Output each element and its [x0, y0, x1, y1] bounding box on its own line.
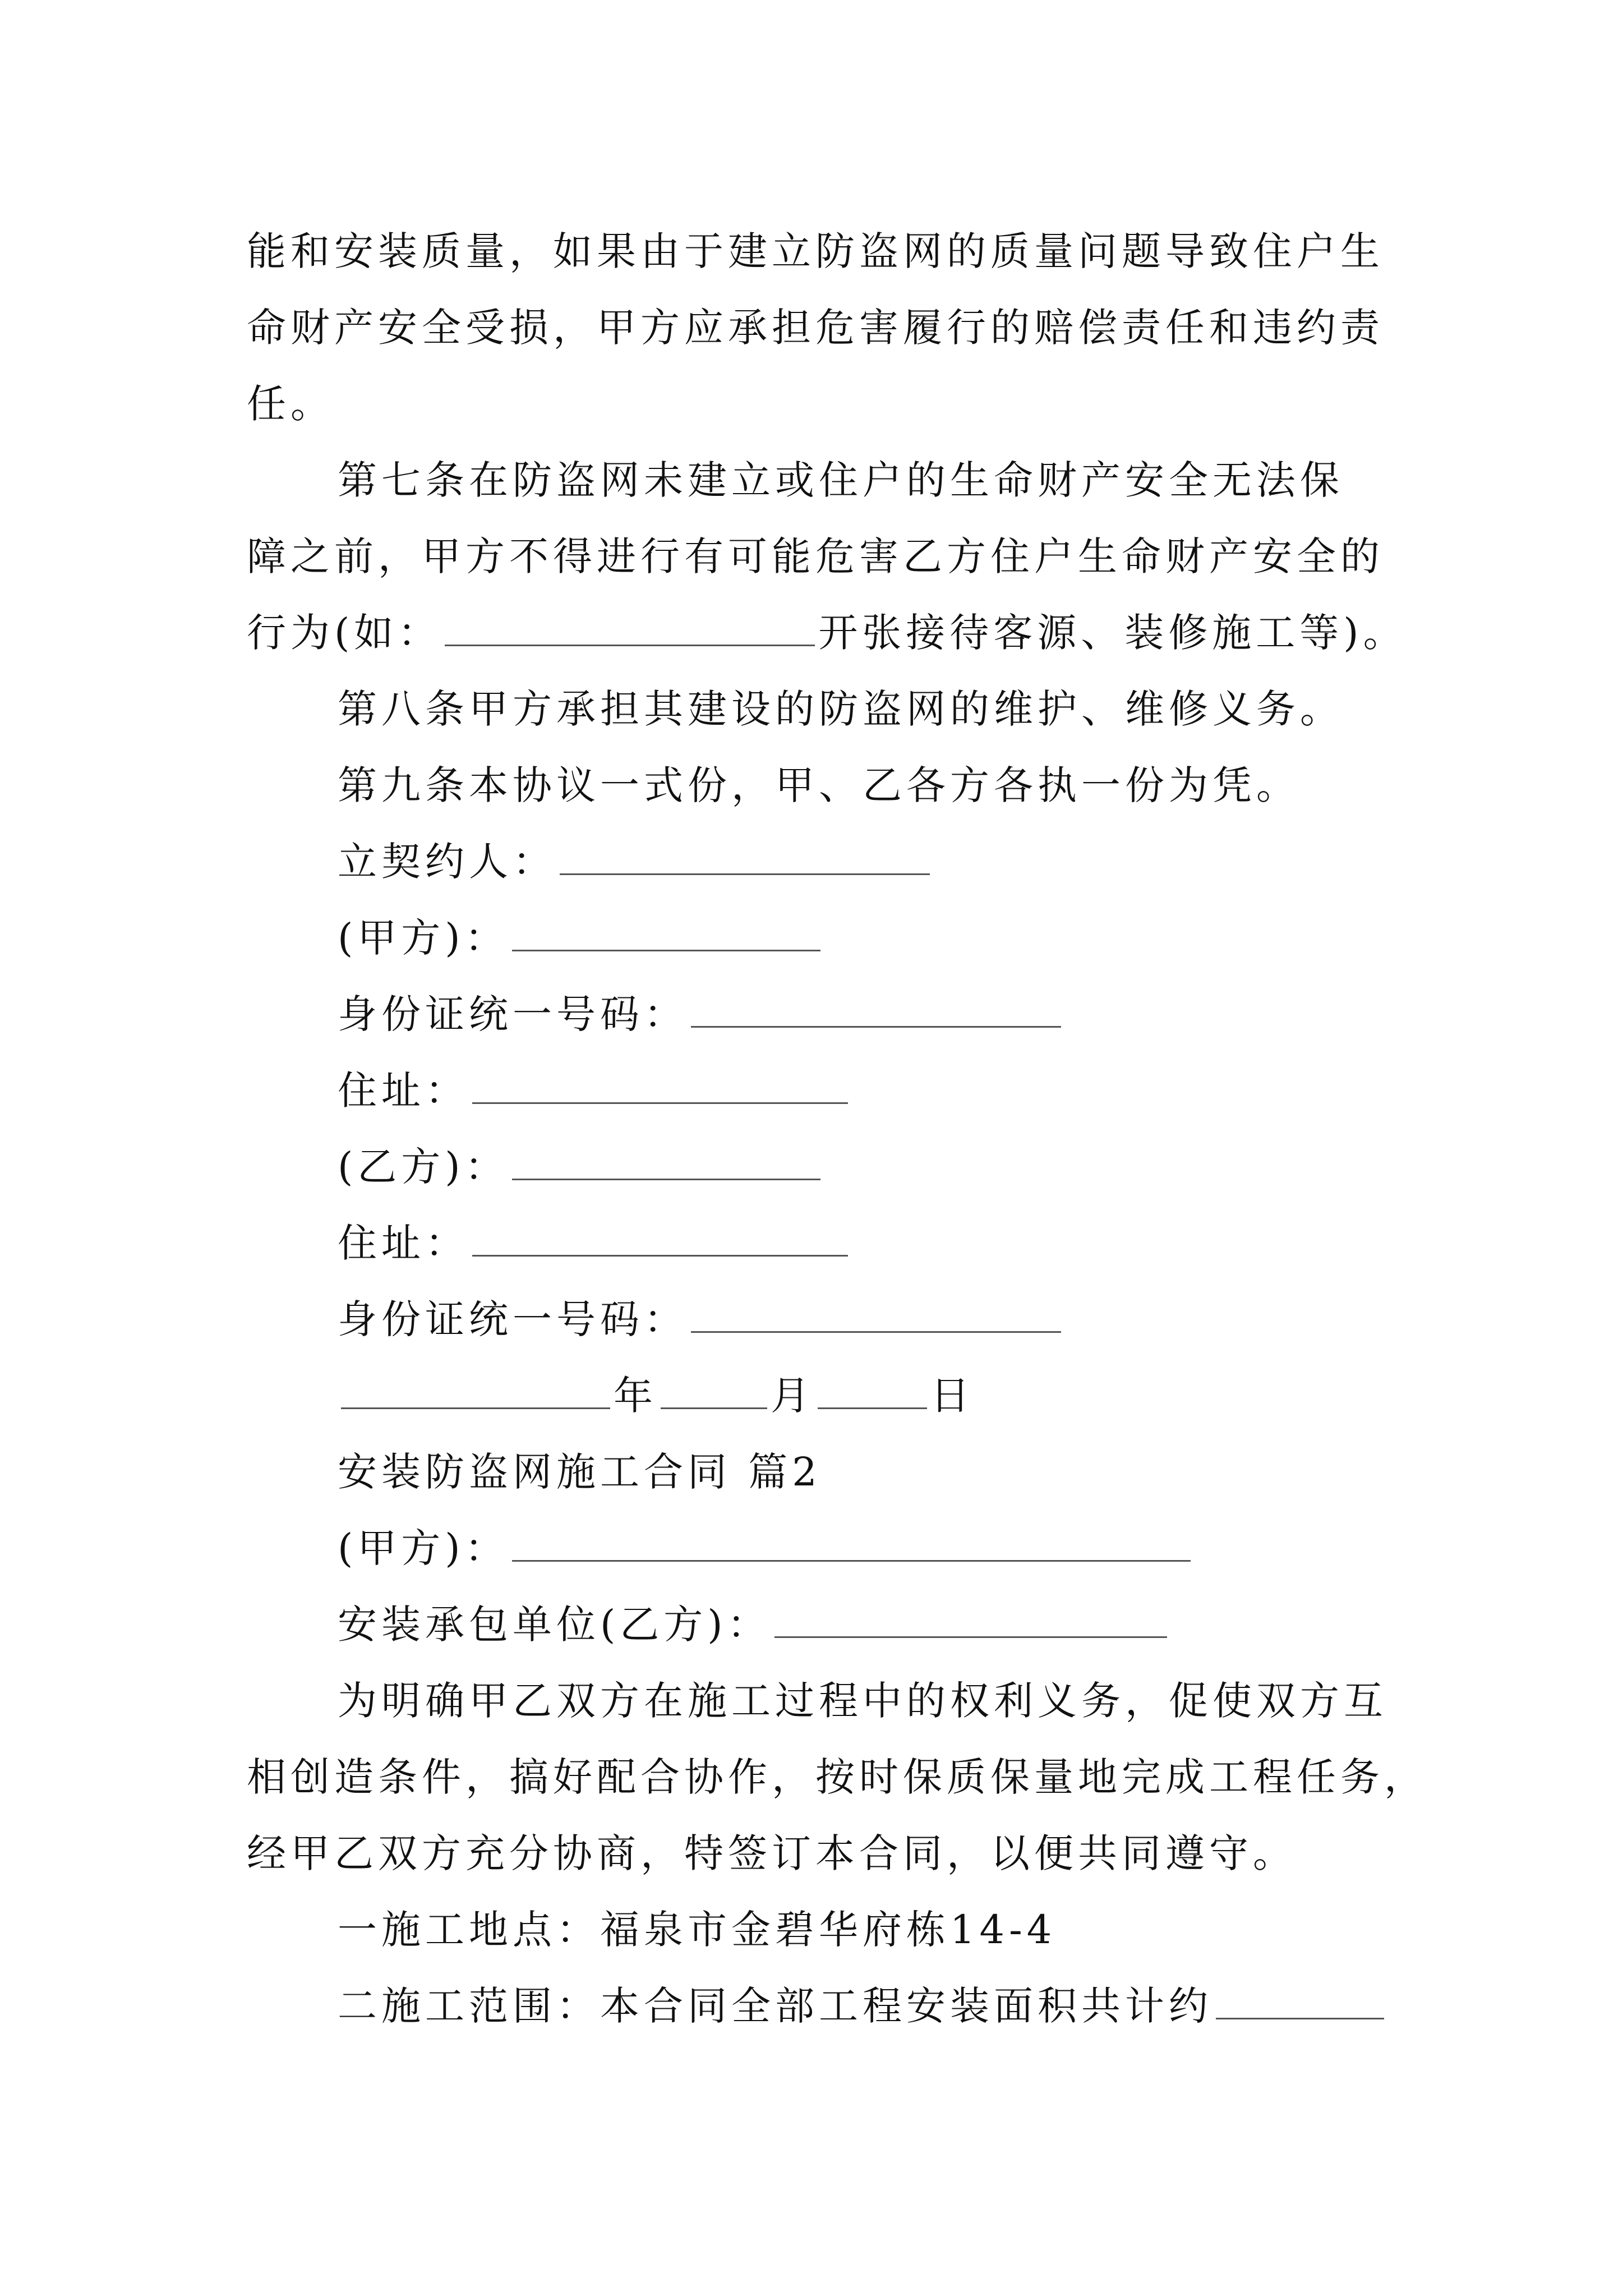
day-label: 日	[930, 1373, 974, 1419]
party-a-label: (甲方)：	[338, 1525, 509, 1571]
blank-field	[512, 1145, 820, 1180]
address-row-1	[247, 1052, 1380, 1129]
construction-scope: 二施工范围：本合同全部工程安装面积共计约	[338, 1983, 1212, 2029]
month-label: 月	[771, 1373, 814, 1419]
construction-site: 一施工地点：福泉市金碧华府栋14-4	[338, 1907, 1057, 1953]
address-row-2	[247, 1205, 1380, 1281]
contractor-label: 立契约人：	[338, 839, 556, 885]
blank-field	[472, 1221, 848, 1257]
article-7-line	[247, 595, 1407, 671]
paragraph-line: 命财产安全受损，甲方应承担危害履行的赔偿责任和违约责	[247, 305, 1384, 351]
blank-field	[1216, 1984, 1384, 2019]
blank-field	[818, 1374, 927, 1409]
document-body	[247, 213, 1428, 2044]
id-row-2	[247, 1281, 1380, 1358]
blank-field	[512, 1526, 1191, 1562]
construction-scope-row	[247, 1968, 1380, 2044]
id-label: 身份证统一号码：	[338, 991, 688, 1037]
blank-field	[560, 840, 930, 875]
blank-field	[512, 916, 820, 951]
contract-2-heading: 安装防盗网施工合同 篇2	[338, 1449, 822, 1495]
contract-2-party-b-row	[247, 1586, 1380, 1663]
contract-2-intro-line: 经甲乙双方充分协商，特签订本合同，以便共同遵守。	[247, 1830, 1297, 1876]
paragraph-line: 能和安装质量，如果由于建立防盗网的质量问题导致住户生	[247, 228, 1384, 274]
article-7-text-b: 开张接待客源、装修施工等)。	[818, 610, 1407, 656]
article-7-text-a: 行为(如：	[247, 610, 442, 656]
blank-field	[661, 1374, 767, 1409]
blank-field	[774, 1603, 1167, 1638]
contract-2-intro-line: 为明确甲乙双方在施工过程中的权利义务，促使双方互	[338, 1678, 1387, 1724]
contract-2-party-a-row	[247, 1510, 1380, 1586]
party-b-row	[247, 1129, 1380, 1205]
id-label: 身份证统一号码：	[338, 1296, 688, 1342]
contractor-row	[247, 823, 1380, 900]
party-a-row	[247, 900, 1380, 976]
article-7-line: 障之前，甲方不得进行有可能危害乙方住户生命财产安全的	[247, 533, 1384, 579]
paragraph-line: 任。	[247, 381, 334, 427]
article-7-line: 第七条在防盗网未建立或住户的生命财产安全无法保	[338, 457, 1344, 503]
address-label: 住址：	[338, 1220, 469, 1266]
blank-field	[341, 1374, 610, 1409]
blank-field	[691, 1297, 1061, 1333]
id-row-1	[247, 976, 1380, 1052]
article-9: 第九条本协议一式份，甲、乙各方各执一份为凭。	[338, 762, 1300, 808]
blank-field	[691, 992, 1061, 1028]
date-row	[247, 1358, 1380, 1434]
year-label: 年	[614, 1373, 657, 1419]
party-b-label: (乙方)：	[338, 1144, 509, 1190]
party-a-label: (甲方)：	[338, 915, 509, 961]
blank-field	[472, 1069, 848, 1104]
address-label: 住址：	[338, 1068, 469, 1114]
article-8: 第八条甲方承担其建设的防盗网的维护、维修义务。	[338, 686, 1344, 732]
party-b-label: 安装承包单位(乙方)：	[338, 1602, 771, 1648]
blank-field	[445, 611, 815, 646]
contract-2-intro-line: 相创造条件，搞好配合协作，按时保质保量地完成工程任务，	[247, 1754, 1428, 1800]
